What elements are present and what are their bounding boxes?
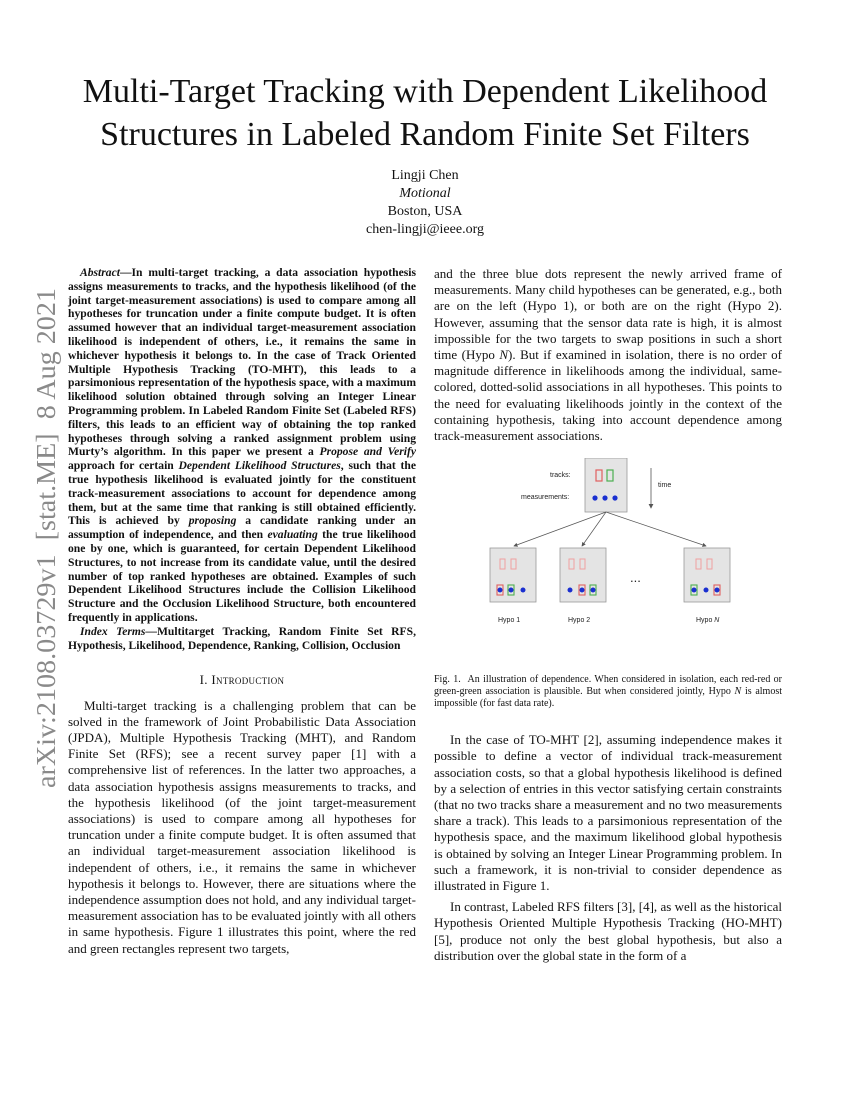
left-column <box>68 266 416 962</box>
figure-1-caption <box>434 674 782 710</box>
author-block <box>275 167 575 239</box>
right-column <box>434 266 782 969</box>
root-panel <box>585 458 627 512</box>
measurement-dot <box>568 588 573 593</box>
measurement-dot <box>592 496 597 501</box>
abstract-em-3: proposing <box>188 514 237 528</box>
measurement-dot <box>591 588 596 593</box>
abstract-label: Abstract <box>80 266 120 279</box>
arxiv-stamp <box>18 288 68 788</box>
measurement-dot <box>580 588 585 593</box>
caption-text-1: An illustration of dependence. When considered in isolation, each red-red or green-green association is plausible. But when considered jointly, Hypo <box>434 674 783 698</box>
hypoN-label-var: N <box>714 617 720 625</box>
paper-title <box>60 70 790 156</box>
measurement-dot <box>521 588 526 593</box>
intro-continuation-text-1: and the three blue dots represent the newly arrived frame of measurements. Many child hypotheses can be generated, e.g., both are on the left (Hypo 1), or both are on the right (Hypo 2). However, assuming that the sensor data rate is high, it is almost impossible for the two targets to swap positions in such a short time (Hypo <box>434 266 782 363</box>
author-affiliation: Motional <box>399 186 451 201</box>
hypo2-panel <box>560 548 606 602</box>
abstract-text-5: the true likelihood one by one, which is guaranteed, for certain Dependent Likelihood Structures, to not increase from its candidate value, until the desired number of top ranked hypotheses are obtained. Examples of such Dependent Likelihood Structures include the Collision Likelihood Structure and the Occlusion Likelihood Structure, both encountered frequently in applications. <box>68 528 417 624</box>
measurement-dot <box>498 588 503 593</box>
index-terms-label: Index Terms <box>80 624 146 638</box>
abstract-text-2: approach for certain <box>68 459 179 473</box>
intro-continuation-var: N <box>499 347 509 363</box>
caption-text-2: is almost impossible (for fast data rate). <box>434 686 782 710</box>
index-terms: Index Terms—Multitarget Tracking, Random Finite Set RFS, Hypothesis, Likelihood, Dependence, Ranking, Collision, Occlusion <box>68 624 416 652</box>
author-location: Boston, USA <box>387 204 463 219</box>
intro-continuation-text-2: ). But if examined in isolation, there is no order of magnitude difference in likelihoods among the individual, same-colored, dotted-solid associations in all hypotheses. This points to the need for evaluating likelihoods jointly in the context of the containing hypothesis, taking into account dependence among track-measurement associations. <box>434 347 782 444</box>
hypoN-label <box>696 617 720 624</box>
title-line-2: Structures in Labeled Random Finite Set Filters <box>100 116 750 153</box>
tomht-paragraph: In the case of TO-MHT [2], assuming independence makes it possible to define a vector of individual track-measurement association costs, so that a global hypothesis likelihood is defined by a selection of entries in this vector satisfying certain constraints (that no two tracks share a measurement and no two measurements share a track). This leads to a parsimonious representation of the hypothesis space, and the maximum likelihood global hypothesis is obtained by solving an Integer Linear Programming problem. In such a framework, it is non-trivial to consider dependence as illustrated in Figure 1. <box>434 732 782 894</box>
figure-1 <box>434 458 782 662</box>
abstract-em-1: Propose and Verify <box>319 445 416 459</box>
arxiv-stamp-text: arXiv:2108.03729v1 [stat.ME] 8 Aug 2021 <box>31 308 61 788</box>
section-heading-introduction <box>68 672 416 688</box>
measurement-dot <box>612 496 617 501</box>
author-email: chen-lingji@ieee.org <box>366 222 484 237</box>
section-title: Introduction <box>211 672 285 688</box>
caption-label: Fig. 1. <box>434 674 461 686</box>
abstract-em-4: evaluating <box>267 528 318 542</box>
abstract: Abstract—In multi-target tracking, a data association hypothesis assigns measurements to tracks, and the hypothesis likelihood (of the joint target-measurement associations) is used to compare among all hypotheses for truncation under a finite compute budget. It is often assumed however that an individual target-measurement association likelihood is independent of others, i.e., it remains the same in whichever hypothesis it belongs to. In the case of Track Oriented Multiple Hypothesis Tracking (TO-MHT), this leads to a parsimonious representation of the hypothesis space, with a maximum likelihood solution obtained through solving an Integer Linear Programming problem. In Labeled Random Finite Set (Labeled RFS) filters, this leads to an efficient way of obtaining the top ranked hypotheses through solving a ranked assignment problem using Murty’s algorithm. In this paper we present a Propose and Verify approach for certain Dependent Likelihood Structures, such that the true hypothesis likelihood is evaluated jointly for the constituent track-measurement associations to account for dependence among them, but at the same time that ranking is still obtained efficiently. This is achieved by proposing a candidate ranking under an assumption of independence, and then evaluating the true likelihood one by one, which is guaranteed, for certain Dependent Likelihood Structures, to not increase from its candidate value, until the desired number of top ranked hypotheses are obtained. Examples of such Dependent Likelihood Structures include the Collision Likelihood Structure and the Occlusion Likelihood Structure, both encountered frequently in applications. <box>68 266 417 624</box>
title-line-1: Multi-Target Tracking with Dependent Likelihood <box>82 73 768 110</box>
caption-var: N <box>734 686 742 698</box>
measurements-label: measurements: <box>521 494 570 502</box>
intro-paragraph: Multi-target tracking is a challenging problem that can be solved in the framework of Joint Probabilistic Data Association (JPDA), Multiple Hypothesis Tracking (MHT), and Random Finite Set (RFS); see a recent survey paper [1] with a comprehensive list of references. In the latter two approaches, a data association hypothesis assigns measurements to tracks, and the hypothesis likelihood (of the joint target-measurement associations) is used to compare among all hypotheses for truncation under a finite compute budget. It is often assumed that an individual target-measurement association likelihood is independent of others, i.e., it remains the same in whichever hypothesis it belongs to. However, there are situations where the independence assumption does not hold, and any individual target-measurement association has to be evaluated jointly with all others in same hypothesis. Figure 1 illustrates this point, where the red and green rectangles represent two targets, <box>68 697 416 956</box>
author-name: Lingji Chen <box>391 168 459 183</box>
tracks-label: tracks: <box>550 472 571 480</box>
figure-1-diagram <box>434 458 782 662</box>
section-numeral: I. <box>199 672 208 688</box>
hypo1-label: Hypo 1 <box>498 617 521 625</box>
contrast-paragraph: In contrast, Labeled RFS filters [3], [4], as well as the historical Hypothesis Oriented Multiple Hypothesis Tracking (HO-MHT) [5], produce not only the best global hypothesis, but also a distribution over the global state in the form of a <box>434 899 782 963</box>
intro-continuation <box>434 266 782 444</box>
branch-line <box>582 512 606 546</box>
hypoN-label-prefix: Hypo <box>696 617 715 625</box>
abstract-text-1: In multi-target tracking, a data association hypothesis assigns measurements to tracks, and the hypothesis likelihood (of the joint target-measurement associations) is used to compare among all hypotheses for truncation under a finite compute budget. It is often assumed however that an individual target-measurement association likelihood is independent of others, i.e., it remains the same in whichever hypothesis it belongs to. In the case of Track Oriented Multiple Hypothesis Tracking (TO-MHT), this leads to a parsimonious representation of the hypothesis space, with a maximum likelihood solution obtained through solving an Integer Linear Programming problem. In Labeled Random Finite Set (Labeled RFS) filters, this leads to an efficient way of obtaining the top ranked hypotheses through solving a ranked assignment problem using Murty’s algorithm. In this paper we present a <box>68 266 416 459</box>
abstract-text-4: a candidate ranking under an assumption of independence, and then <box>68 514 417 542</box>
ellipsis: ... <box>630 570 641 586</box>
abstract-em-2: Dependent Likelihood Structures <box>178 459 341 473</box>
measurement-dot <box>715 588 720 593</box>
measurement-dot <box>704 588 709 593</box>
abstract-text-3: , such that the true hypothesis likelihood is evaluated jointly for the constituent track-measurement associations to account for dependence among them, but at the same time that ranking is still obtained efficiently. This is achieved by <box>68 459 416 528</box>
branch-line <box>606 512 706 546</box>
hypo2-label: Hypo 2 <box>568 617 591 625</box>
measurement-dot <box>692 588 697 593</box>
time-label: time <box>658 482 672 490</box>
branch-line <box>514 512 606 546</box>
measurement-dot <box>602 496 607 501</box>
measurement-dot <box>509 588 514 593</box>
index-terms-text: Multitarget Tracking, Random Finite Set RFS, Hypothesis, Likelihood, Dependence, Ranking, Collision, Occlusion <box>68 624 416 652</box>
